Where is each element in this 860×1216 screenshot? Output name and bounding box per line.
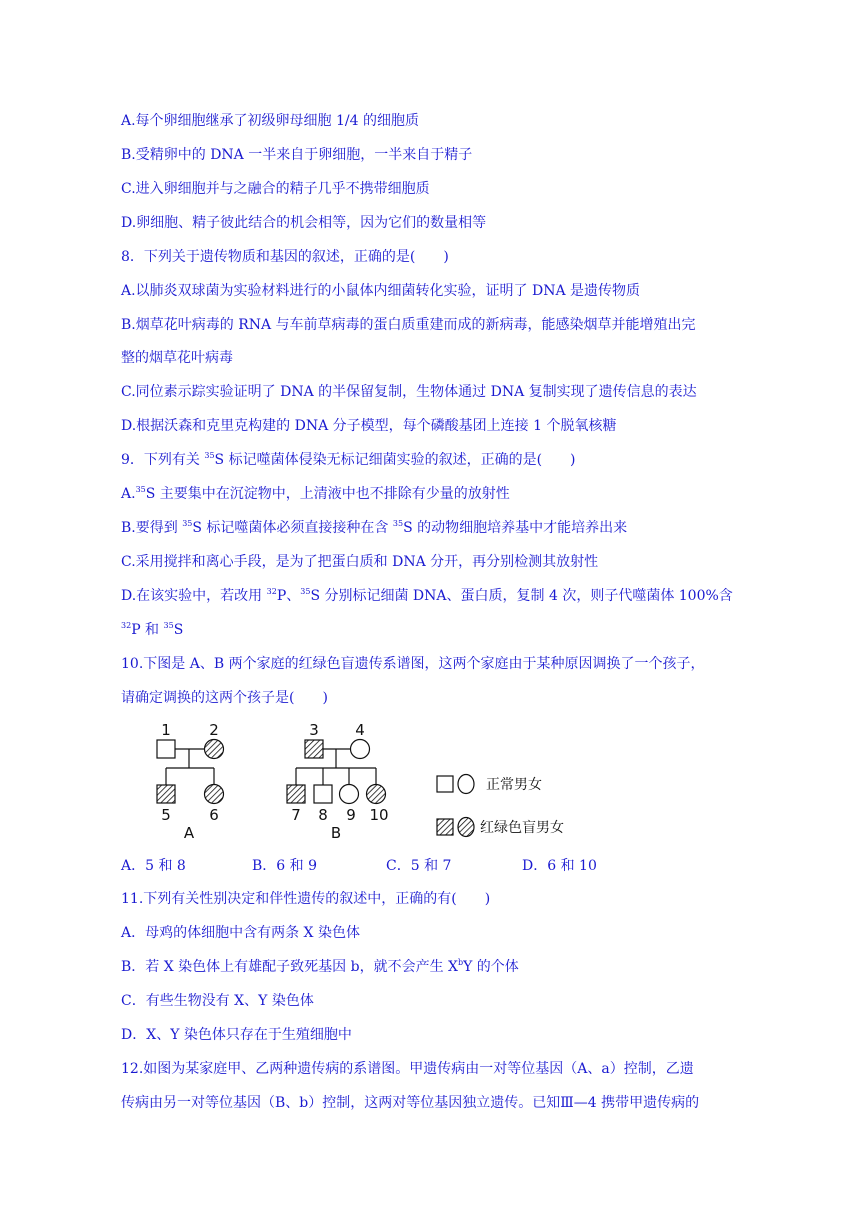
q9-option-d-cont: [121, 620, 183, 640]
q10-stem-1: 10.下图是 A、B 两个家庭的红绿色盲遗传系谱图，这两个家庭由于某种原因调换了一个孩子，: [121, 656, 705, 672]
person-10-affected-female: [367, 785, 386, 804]
q9-b-post: S 的动物细胞培养基中才能培养出来: [403, 520, 628, 536]
label-7: 7: [291, 806, 301, 824]
q7-option-a: A.每个卵细胞继承了初级卵母细胞 1/4 的细胞质: [121, 113, 419, 129]
q7-option-d: D.卵细胞、精子彼此结合的机会相等，因为它们的数量相等: [121, 215, 487, 231]
label-4: 4: [355, 721, 365, 739]
sup-32: 32: [121, 621, 132, 630]
q11-b-post: Y 的个体: [463, 959, 519, 975]
label-3: 3: [309, 721, 319, 739]
label-6: 6: [209, 806, 219, 824]
legend-affected-label: 红绿色盲男女: [480, 820, 564, 836]
family-b-label: B: [330, 824, 342, 842]
q10-stem-2: 请确定调换的这两个孩子是( ): [121, 690, 328, 706]
q11-option-c: C．有些生物没有 X、Y 染色体: [121, 993, 314, 1009]
q9-b-pre: B.要得到: [121, 520, 183, 536]
legend-affected-female-icon: [458, 818, 474, 837]
q9-d2-post: S: [173, 622, 184, 638]
q10-choice-c: C．5 和 7: [386, 858, 452, 874]
q7-option-c: C.进入卵细胞并与之融合的精子几乎不携带细胞质: [121, 181, 430, 197]
q9-d-mid: P、: [276, 588, 301, 604]
q8-stem: 8．下列关于遗传物质和基因的叙述，正确的是( ): [121, 249, 449, 265]
q11-option-b: [121, 957, 519, 977]
q9-d-pre: D.在该实验中，若改用: [121, 588, 267, 604]
q8-option-b: B.烟草花叶病毒的 RNA 与车前草病毒的蛋白质重建而成的新病毒，能感染烟草并能增殖出完: [121, 317, 696, 333]
q12-line-2: 传病由另一对等位基因（B、b）控制，这两对等位基因独立遗传。已知Ⅲ—4 携带甲遗传病的: [121, 1095, 700, 1111]
pedigree-diagram: [130, 720, 590, 845]
legend-normal-label: 正常男女: [486, 777, 542, 793]
q8-option-b-cont: 整的烟草花叶病毒: [121, 350, 233, 366]
legend-affected-male-icon: [437, 819, 453, 835]
q7-option-b: B.受精卵中的 DNA 一半来自于卵细胞，一半来自于精子: [121, 147, 473, 163]
q9-b-mid: S 标记噬菌体必须直接接种在含: [192, 520, 393, 536]
q11-b-pre: B．若 X 染色体上有雄配子致死基因 b，就不会产生 X: [121, 959, 458, 975]
person-2-affected-female: [205, 740, 224, 759]
q9-stem-pre: 9．下列有关: [121, 452, 205, 468]
label-1: 1: [161, 721, 171, 739]
q9-stem-post: S 标记噬菌体侵染无标记细菌实验的叙述，正确的是( ): [214, 452, 576, 468]
q8-option-c: C.同位素示踪实验证明了 DNA 的半保留复制，生物体通过 DNA 复制实现了遗传信息的表达: [121, 384, 697, 400]
label-8: 8: [318, 806, 328, 824]
q9-a-post: S 主要集中在沉淀物中，上清液中也不排除有少量的放射性: [145, 486, 510, 502]
q11-option-d: D．X、Y 染色体只存在于生殖细胞中: [121, 1027, 352, 1043]
label-9: 9: [346, 806, 356, 824]
q9-option-a: [121, 484, 510, 504]
person-3-affected-male: [305, 740, 323, 758]
q9-d2-mid: P 和: [131, 622, 164, 638]
label-5: 5: [161, 806, 171, 824]
label-2: 2: [209, 721, 219, 739]
sup-35: 35: [300, 587, 311, 596]
sup-35: 35: [163, 621, 174, 630]
q9-d-post: S 分别标记细菌 DNA、蛋白质，复制 4 次，则子代噬菌体 100%含: [310, 588, 733, 604]
q10-choice-b: B．6 和 9: [252, 858, 318, 874]
q9-stem: [121, 450, 576, 470]
sup-32: 32: [266, 587, 277, 596]
legend-normal-female-icon: [458, 775, 474, 794]
person-4-normal-female: [351, 740, 370, 759]
q9-option-c: C.采用搅拌和离心手段，是为了把蛋白质和 DNA 分开，再分别检测其放射性: [121, 554, 599, 570]
q8-option-d: D.根据沃森和克里克构建的 DNA 分子模型，每个磷酸基团上连接 1 个脱氧核糖: [121, 418, 617, 434]
sup-35: 35: [182, 519, 193, 528]
person-8-normal-male: [314, 785, 332, 803]
person-9-normal-female: [340, 785, 359, 804]
q9-option-b: [121, 518, 627, 538]
person-7-affected-male: [287, 785, 305, 803]
sup-35: 35: [392, 519, 404, 528]
legend-normal-male-icon: [437, 776, 453, 792]
q8-option-a: A.以肺炎双球菌为实验材料进行的小鼠体内细菌转化实验，证明了 DNA 是遗传物质: [121, 283, 641, 299]
person-1-normal-male: [157, 740, 175, 758]
q9-option-d: [121, 586, 733, 606]
q11-option-a: A．母鸡的体细胞中含有两条 X 染色体: [121, 925, 360, 941]
q10-choice-d: D．6 和 10: [522, 858, 597, 874]
q10-choice-a: A．5 和 8: [121, 858, 186, 874]
sup-35: 35: [204, 451, 215, 460]
sup-35: 35: [135, 485, 146, 494]
q10-choices: [121, 855, 681, 875]
q9-a-pre: A.: [121, 486, 136, 502]
q11-stem: 11.下列有关性别决定和伴性遗传的叙述中，正确的有( ): [121, 891, 491, 907]
q12-line-1: 12.如图为某家庭甲、乙两种遗传病的系谱图。甲遗传病由一对等位基因（A、a）控制，乙遗: [121, 1061, 694, 1077]
sup-b: b: [457, 958, 464, 967]
person-5-affected-male: [157, 785, 175, 803]
family-a-label: A: [183, 824, 195, 842]
label-10: 10: [369, 806, 389, 824]
person-6-affected-female: [205, 785, 224, 804]
